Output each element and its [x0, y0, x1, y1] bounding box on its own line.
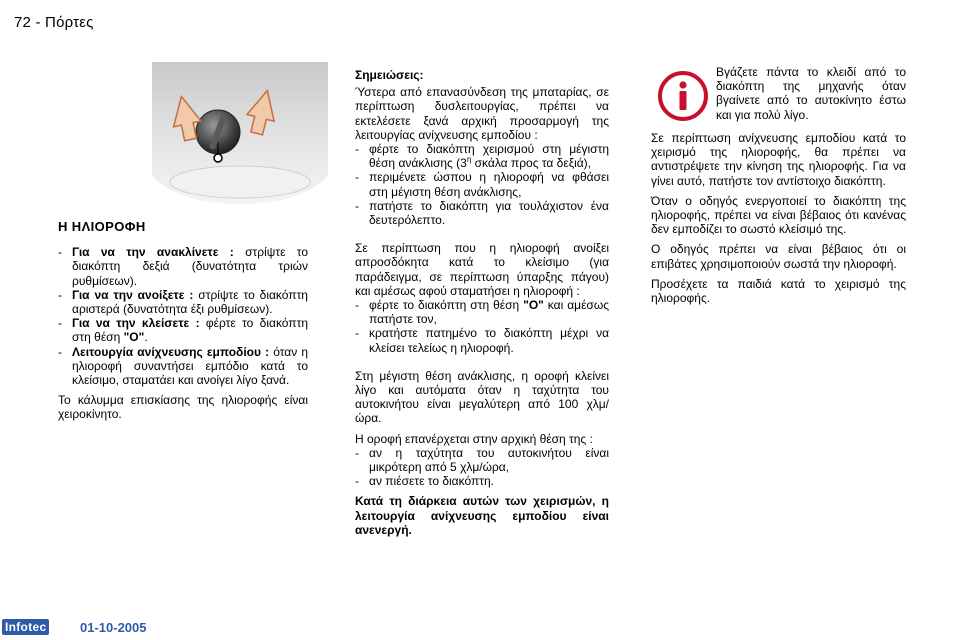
- list-item: - φέρτε το διακόπτη στη θέση "O" και αμέσως πατήστε τον,: [355, 298, 609, 326]
- list-item: - πατήστε το διακόπτη για τουλάχιστον ένα δευτερόλεπτο.: [355, 199, 609, 227]
- page-number: 72: [14, 14, 32, 31]
- list-item: - κρατήστε πατημένο το διακόπτη μέχρι να κλείσει τελείως η ηλιοροφή.: [355, 326, 609, 354]
- warning-text: Βγάζετε πάντα το κλειδί από το διακόπτη της μηχανής όταν βγαίνετε από το αυτοκίνητο έστω και για πολύ λίγο.: [716, 65, 906, 122]
- right-paragraph: Όταν ο οδηγός ενεργοποιεί το διακόπτη της ηλιοροφής, πρέπει να είναι βέβαιος ότι κανένας δεν εμποδίζει το σωστό κλείσιμό της.: [651, 193, 906, 237]
- middle-column: [355, 68, 609, 543]
- list-item: - αν πιέσετε το διακόπτη.: [355, 474, 609, 488]
- list-item: - Για να την ανοίξετε : στρίψτε το διακόπτη αριστερά (δυνατότητα έξι ρυθμίσεων).: [58, 288, 308, 316]
- page-header: [14, 14, 94, 31]
- list-item: - φέρτε το διακόπτη χειρισμού στη μέγιστη θέση ανάκλισης ($3^\eta$ σκάλα προς τα δεξιά),: [355, 142, 609, 170]
- list-item: - Για να την ανακλίνετε : στρίψτε το διακόπτη δεξιά (δυνατότητα τριών ρυθμίσεων).: [58, 245, 308, 288]
- notes-intro: Ύστερα από επανασύνδεση της μπαταρίας, σε περίπτωση δυσλειτουργίας, πρέπει να εκτελέσετε ξανά αρχική προσαρμογή της λειτουργίας ανίχνευσης εμποδίου :: [355, 85, 609, 142]
- speed-paragraph: Στη μέγιστη θέση ανάκλισης, η οροφή κλείνει λίγο και αυτόματα όταν η ταχύτητα του αυτοκινήτου είναι μεγαλύτερη από 100 χλμ/ώρα.: [355, 368, 609, 426]
- notes-steps-list: [355, 142, 609, 227]
- closing-paragraph: Το κάλυμμα επισκίασης της ηλιοροφής είναι χειροκίνητο.: [58, 393, 308, 422]
- right-paragraph: Ο οδηγός πρέπει να είναι βέβαιος ότι οι επιβάτες χρησιμοποιούν σωστά την ηλιοροφή.: [651, 242, 906, 271]
- page-title: Πόρτες: [45, 14, 94, 31]
- list-item: - Για να την κλείσετε : φέρτε το διακόπτη στη θέση "O".: [58, 316, 308, 344]
- infotec-logo: Infotec: [2, 619, 49, 635]
- left-column: [58, 220, 308, 428]
- footer-date: 01-10-2005: [80, 620, 147, 635]
- section-title: Η ΗΛΙΟΡΟΦΗ: [58, 219, 146, 234]
- sunroof-switch-illustration: [150, 58, 330, 208]
- list-item: - Λειτουργία ανίχνευσης εμποδίου : όταν η ηλιοροφή συναντήσει εμπόδιο κατά το κλείσιμο, σταματάει και ανοίγει λίγο ξανά.: [58, 345, 308, 388]
- unexpected-open-intro: Σε περίπτωση που η ηλιοροφή ανοίξει απροσδόκητα κατά το κλείσιμο (για παράδειγμα, σε περίπτωση ύπαρξης πάγου) και αμέσως αφού σταματήσει η ηλιοροφή :: [355, 241, 609, 298]
- light-lens: [170, 166, 310, 198]
- return-intro: Η οροφή επανέρχεται στην αρχική θέση της :: [355, 431, 593, 446]
- return-steps-list: [355, 446, 609, 489]
- sunroof-operations-list: [58, 245, 308, 387]
- right-paragraph: Σε περίπτωση ανίχνευσης εμποδίου κατά το χειρισμό της ηλιοροφής, θα πρέπει να αντιστρέψετε την κίνηση της ηλιοροφής. Για να γίνει αυτό, πατήστε τον αντίστοιχο διακόπτη.: [651, 131, 906, 188]
- notes-heading: Σημειώσεις:: [355, 68, 424, 82]
- final-note: Κατά τη διάρκεια αυτών των χειρισμών, η λειτουργία ανίχνευσης εμποδίου είναι ανενεργή.: [355, 494, 609, 537]
- position-o-marker: [214, 154, 222, 162]
- unexpected-steps-list: [355, 298, 609, 355]
- right-paragraph: Προσέχετε τα παιδιά κατά το χειρισμό της ηλιοροφής.: [651, 276, 906, 306]
- header-separator: -: [35, 14, 41, 31]
- list-item: - περιμένετε ώσπου η ηλιοροφή να φθάσει στη μέγιστη θέση ανάκλισης,: [355, 170, 609, 198]
- right-column: [651, 131, 906, 311]
- list-item: - αν η ταχύτητα του αυτοκινήτου είναι μικρότερη από 5 χλμ/ώρα,: [355, 446, 609, 474]
- info-warning-icon: [657, 70, 709, 122]
